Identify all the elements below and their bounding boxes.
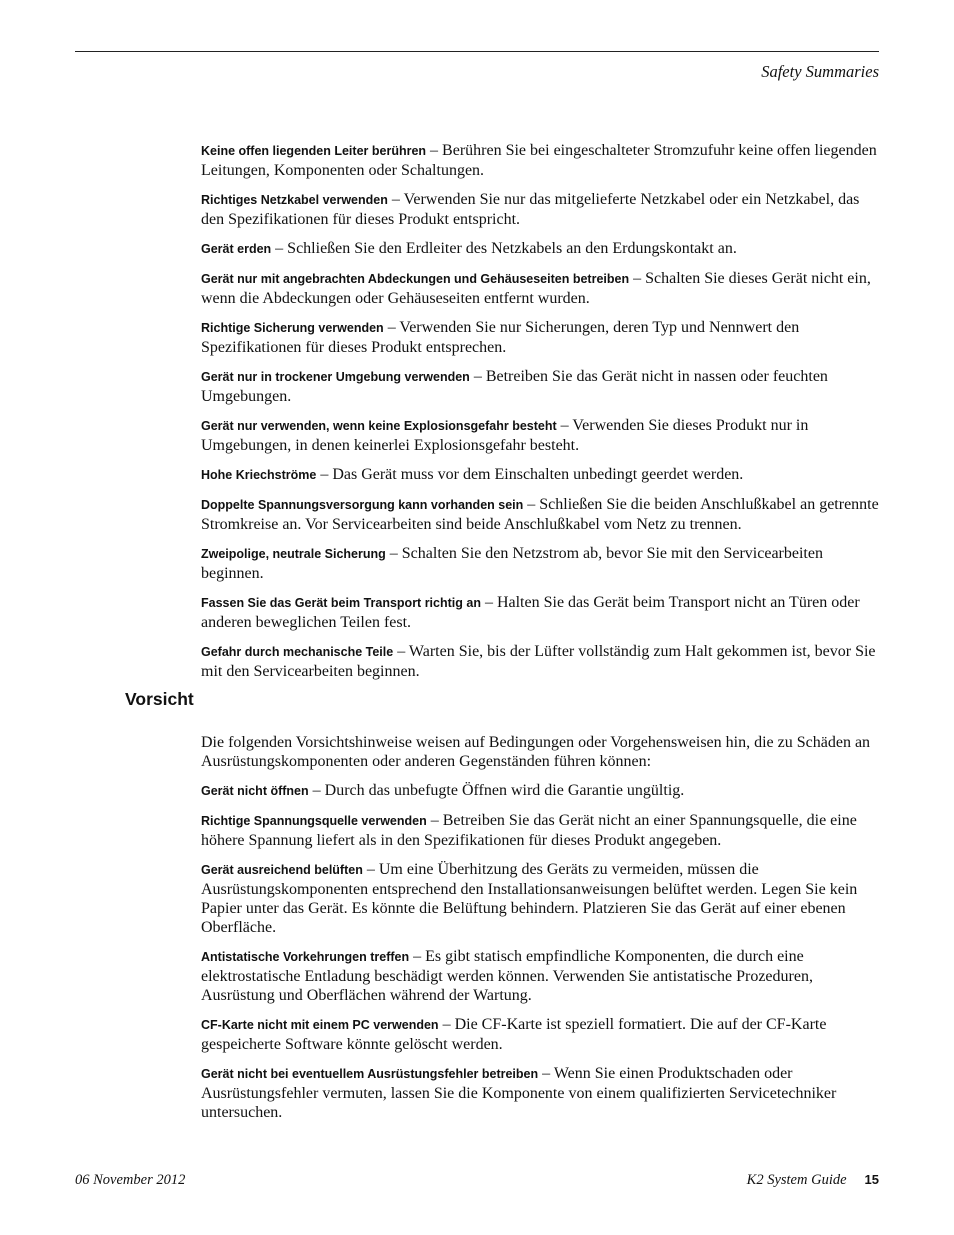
warning-term: Doppelte Spannungsversorgung kann vorhanden sein <box>201 498 524 512</box>
warning-text: Warten Sie, bis der Lüfter vollständig zum Halt gekommen ist, bevor Sie mit den Servicearbeiten beginnen. <box>201 643 876 680</box>
warning-item: Gefahr durch mechanische Teile – Warten Sie, bis der Lüfter vollständig zum Halt gekommen ist, bevor Sie mit den Servicearbeiten beginnen. <box>201 643 876 680</box>
warning-term: Richtige Sicherung verwenden <box>201 321 384 335</box>
footer-right <box>747 1172 879 1189</box>
warning-item: Richtige Sicherung verwenden – Verwenden Sie nur Sicherungen, deren Typ und Nennwert den Spezifikationen für dieses Produkt entsprechen. <box>201 319 800 356</box>
caution-text: Um eine Überhitzung des Geräts zu vermeiden, müssen die Ausrüstungskomponenten entsprechend den Installationsanweisungen belüftet werden. Legen Sie kein Papier unter das Gerät. Es könnte die Belüftung behindern. Platzieren Sie das Gerät auf einer ebenen Oberfläche. <box>201 861 858 936</box>
warning-text: Verwenden Sie dieses Produkt nur in Umgebungen, in denen keinerlei Explosionsgefahr besteht. <box>201 417 809 454</box>
warning-item: Gerät nur in trockener Umgebung verwenden – Betreiben Sie das Gerät nicht in nassen oder feuchten Umgebungen. <box>201 368 828 405</box>
caution-term: Richtige Spannungsquelle verwenden <box>201 814 427 828</box>
warning-text: Das Gerät muss vor dem Einschalten unbedingt geerdet werden. <box>332 466 744 483</box>
warning-text: Berühren Sie bei eingeschalteter Stromzufuhr keine offen liegenden Leitungen, Komponenten oder Schaltungen. <box>201 142 877 179</box>
caution-item: Gerät nicht bei eventuellem Ausrüstungsfehler betreiben – Wenn Sie einen Produktschaden oder Ausrüstungsfehler vermuten, lassen Sie die Komponente von einem qualifizierten Servicetechniker untersuchen. <box>201 1065 837 1121</box>
caution-item: Gerät nicht öffnen – Durch das unbefugte Öffnen wird die Garantie ungültig. <box>201 782 685 799</box>
caution-text: Wenn Sie einen Produktschaden oder Ausrüstungsfehler vermuten, lassen Sie die Komponente von einem qualifizierten Servicetechniker untersuchen. <box>201 1065 837 1121</box>
warning-item: Gerät nur verwenden, wenn keine Explosionsgefahr besteht – Verwenden Sie dieses Produkt nur in Umgebungen, in denen keinerlei Explosionsgefahr besteht. <box>201 417 809 454</box>
caution-term: Gerät nicht öffnen <box>201 784 309 798</box>
warning-term: Gerät nur in trockener Umgebung verwenden <box>201 370 470 384</box>
warning-text: Betreiben Sie das Gerät nicht in nassen oder feuchten Umgebungen. <box>201 368 828 405</box>
warning-item: Fassen Sie das Gerät beim Transport richtig an – Halten Sie das Gerät beim Transport nicht an Türen oder anderen beweglichen Teilen fest. <box>201 594 860 631</box>
warning-term: Fassen Sie das Gerät beim Transport richtig an <box>201 596 481 610</box>
warning-term: Gefahr durch mechanische Teile <box>201 645 394 659</box>
warning-item: Zweipolige, neutrale Sicherung – Schalten Sie den Netzstrom ab, bevor Sie mit den Servicearbeiten beginnen. <box>201 545 823 582</box>
warning-item: Gerät erden – Schließen Sie den Erdleiter des Netzkabels an den Erdungskontakt an. <box>201 240 737 257</box>
warning-item: Doppelte Spannungsversorgung kann vorhanden sein – Schließen Sie die beiden Anschlußkabel an getrennte Stromkreise an. Vor Servicearbeiten sind beide Anschlußkabel vom Netz zu trennen. <box>201 496 879 533</box>
footer-guide-title: K2 System Guide <box>746 1172 847 1188</box>
caution-term: Gerät ausreichend belüften <box>201 863 363 877</box>
caution-text: Die CF-Karte ist speziell formatiert. Die auf der CF-Karte gespeicherte Software könnte gelöscht werden. <box>201 1016 827 1053</box>
warning-text: Schalten Sie den Netzstrom ab, bevor Sie mit den Servicearbeiten beginnen. <box>201 545 823 582</box>
warning-term: Gerät erden <box>201 242 272 256</box>
caution-item: Gerät ausreichend belüften – Um eine Überhitzung des Geräts zu vermeiden, müssen die Ausrüstungskomponenten entsprechend den Installationsanweisungen belüftet werden. Legen Sie kein Papier unter das Gerät. Es könnte die Belüftung behindern. Platzieren Sie das Gerät auf einer ebenen Oberfläche. <box>201 861 858 936</box>
warning-text: Verwenden Sie nur das mitgelieferte Netzkabel oder ein Netzkabel, das den Spezifikationen für dieses Produkt entspricht. <box>201 191 860 228</box>
header-rule <box>75 51 879 52</box>
page-number: 15 <box>864 1172 879 1187</box>
warning-item: Hohe Kriechströme – Das Gerät muss vor dem Einschalten unbedingt geerdet werden. <box>201 466 744 483</box>
caution-item: Antistatische Vorkehrungen treffen – Es gibt statisch empfindliche Komponenten, die durch eine elektrostatische Entladung beschädigt werden können. Verwenden Sie antistatische Prozeduren, Ausrüstung und Oberflächen während der Wartung. <box>201 948 813 1004</box>
caution-term: CF-Karte nicht mit einem PC verwenden <box>201 1018 439 1032</box>
running-header: Safety Summaries <box>761 62 879 81</box>
caution-text: Es gibt statisch empfindliche Komponenten, die durch eine elektrostatische Entladung beschädigt werden können. Verwenden Sie antistatische Prozeduren, Ausrüstung und Oberflächen während der Wartung. <box>201 948 813 1004</box>
warning-text: Schalten Sie dieses Gerät nicht ein, wenn die Abdeckungen oder Gehäuseseiten entfernt wurden. <box>201 270 871 307</box>
caution-item: CF-Karte nicht mit einem PC verwenden – Die CF-Karte ist speziell formatiert. Die auf der CF-Karte gespeicherte Software könnte gelöscht werden. <box>201 1016 827 1053</box>
warning-item: Richtiges Netzkabel verwenden – Verwenden Sie nur das mitgelieferte Netzkabel oder ein Netzkabel, das den Spezifikationen für dieses Produkt entspricht. <box>201 191 860 228</box>
caution-list <box>201 733 879 1132</box>
caution-item: Richtige Spannungsquelle verwenden – Betreiben Sie das Gerät nicht an einer Spannungsquelle, die eine höhere Spannung liefert als in den Spezifikationen für dieses Produkt angegeben. <box>201 812 857 849</box>
warning-text: Schließen Sie die beiden Anschlußkabel an getrennte Stromkreise an. Vor Servicearbeiten sind beide Anschlußkabel vom Netz zu trennen. <box>201 496 879 533</box>
warning-text: Halten Sie das Gerät beim Transport nicht an Türen oder anderen beweglichen Teilen fest. <box>201 594 860 631</box>
caution-text: Durch das unbefugte Öffnen wird die Garantie ungültig. <box>324 782 685 799</box>
warning-term: Gerät nur verwenden, wenn keine Explosionsgefahr besteht <box>201 419 557 433</box>
warning-term: Zweipolige, neutrale Sicherung <box>201 547 386 561</box>
warning-text: Verwenden Sie nur Sicherungen, deren Typ und Nennwert den Spezifikationen für dieses Produkt entsprechen. <box>201 319 800 356</box>
section-heading-caution: Vorsicht <box>125 689 194 709</box>
warning-term: Richtiges Netzkabel verwenden <box>201 193 388 207</box>
caution-term: Gerät nicht bei eventuellem Ausrüstungsfehler betreiben <box>201 1067 539 1081</box>
caution-intro: Die folgenden Vorsichtshinweise weisen auf Bedingungen oder Vorgehensweisen hin, die zu Schäden an Ausrüstungskomponenten oder anderen Gegenständen führen können: <box>201 734 871 770</box>
warning-term: Keine offen liegenden Leiter berühren <box>201 144 427 158</box>
caution-term: Antistatische Vorkehrungen treffen <box>201 950 410 964</box>
warnings-list <box>201 141 879 691</box>
caution-text: Betreiben Sie das Gerät nicht an einer Spannungsquelle, die eine höhere Spannung liefert als in den Spezifikationen für dieses Produkt angegeben. <box>201 812 857 849</box>
warning-term: Hohe Kriechströme <box>201 468 317 482</box>
warning-term: Gerät nur mit angebrachten Abdeckungen und Gehäuseseiten betreiben <box>201 272 630 286</box>
footer-date: 06 November 2012 <box>75 1172 186 1188</box>
warning-text: Schließen Sie den Erdleiter des Netzkabels an den Erdungskontakt an. <box>287 240 737 257</box>
warning-item: Gerät nur mit angebrachten Abdeckungen und Gehäuseseiten betreiben – Schalten Sie dieses Gerät nicht ein, wenn die Abdeckungen oder Gehäuseseiten entfernt wurden. <box>201 270 871 307</box>
warning-item: Keine offen liegenden Leiter berühren – Berühren Sie bei eingeschalteter Stromzufuhr keine offen liegenden Leitungen, Komponenten oder Schaltungen. <box>201 142 877 179</box>
